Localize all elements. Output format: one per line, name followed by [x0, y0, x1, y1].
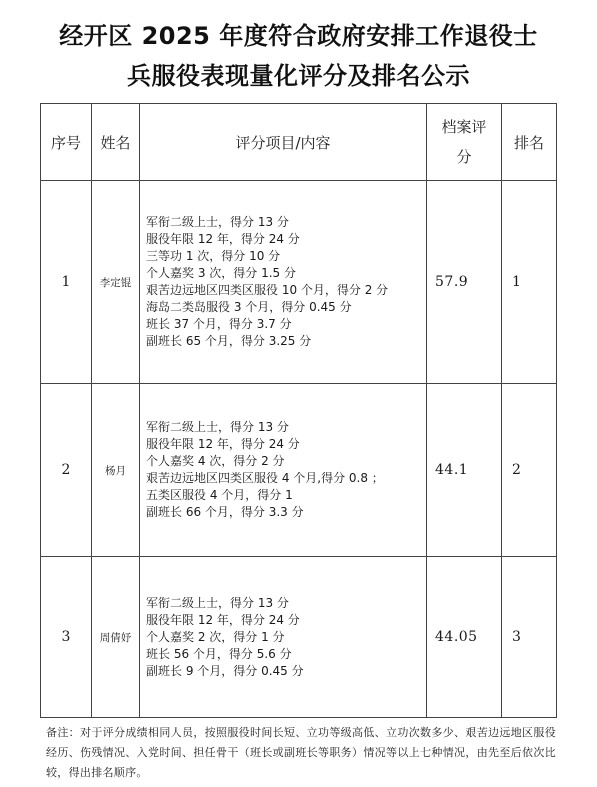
row-seq: 3	[41, 557, 92, 718]
score-item: 军衔二级上士，得分 13 分	[146, 420, 289, 434]
row-rank: 1	[502, 181, 557, 384]
score-item: 副班长 65 个月，得分 3.25 分	[146, 334, 312, 348]
row-name: 李定锟	[92, 181, 140, 384]
score-ranking-table	[40, 103, 557, 718]
row-score-items	[140, 384, 427, 557]
header-score	[427, 104, 502, 181]
row-rank: 3	[502, 557, 557, 718]
table-header-row	[41, 104, 557, 181]
row-score-items	[140, 181, 427, 384]
row-name: 周倩妤	[92, 557, 140, 718]
score-item: 个人嘉奖 3 次，得分 1.5 分	[146, 266, 296, 280]
score-item: 个人嘉奖 2 次，得分 1 分	[146, 629, 285, 644]
score-item: 服役年限 12 年，得分 24 分	[146, 612, 300, 627]
row-score-items	[140, 557, 427, 718]
score-item: 艰苦边远地区四类区服役 4 个月,得分 0.8 ；	[146, 471, 384, 485]
header-seq: 序号	[41, 104, 92, 181]
header-rank: 排名	[502, 104, 557, 181]
header-score-line2: 分	[456, 148, 472, 166]
table-row	[41, 181, 557, 384]
row-seq: 2	[41, 384, 92, 557]
row-name: 杨月	[92, 384, 140, 557]
header-name: 姓名	[92, 104, 140, 181]
score-item: 服役年限 12 年，得分 24 分	[146, 437, 300, 451]
header-items: 评分项目/内容	[140, 104, 427, 181]
table-row	[41, 557, 557, 718]
score-item: 副班长 66 个月，得分 3.3 分	[146, 505, 304, 519]
score-item: 三等功 1 次，得分 10 分	[146, 249, 281, 263]
score-item: 军衔二级上士，得分 13 分	[146, 215, 289, 229]
score-item: 班长 56 个月，得分 5.6 分	[146, 646, 292, 661]
row-seq: 1	[41, 181, 92, 384]
score-item: 艰苦边远地区四类区服役 10 个月，得分 2 分	[146, 283, 389, 297]
score-item: 五类区服役 4 个月，得分 1	[146, 488, 293, 502]
footnote-remark: 备注：对于评分成绩相同人员，按照服役时间长短、立功等级高低、立功次数多少、艰苦边远地区服役经历、伤残情况、入党时间、担任骨干（班长或副班长等职务）情况等以上七种情况，由先至后依次比较，得出排名顺序。	[46, 726, 556, 779]
score-item: 副班长 9 个月，得分 0.45 分	[146, 663, 304, 678]
score-item: 个人嘉奖 4 次，得分 2 分	[146, 454, 285, 468]
score-item: 班长 37 个月，得分 3.7 分	[146, 317, 292, 331]
document-title-line1: 经开区 2025 年度符合政府安排工作退役士	[59, 22, 538, 50]
document-title-line2: 兵服役表现量化评分及排名公示	[127, 62, 470, 90]
header-score-line1: 档案评	[441, 118, 487, 136]
row-archive-score: 44.05	[427, 557, 502, 718]
row-rank: 2	[502, 384, 557, 557]
table-row	[41, 384, 557, 557]
score-item: 服役年限 12 年，得分 24 分	[146, 232, 300, 246]
score-item: 海岛二类岛服役 3 个月，得分 0.45 分	[146, 300, 352, 314]
row-archive-score: 57.9	[427, 181, 502, 384]
score-item: 军衔二级上士，得分 13 分	[146, 595, 289, 610]
row-archive-score: 44.1	[427, 384, 502, 557]
